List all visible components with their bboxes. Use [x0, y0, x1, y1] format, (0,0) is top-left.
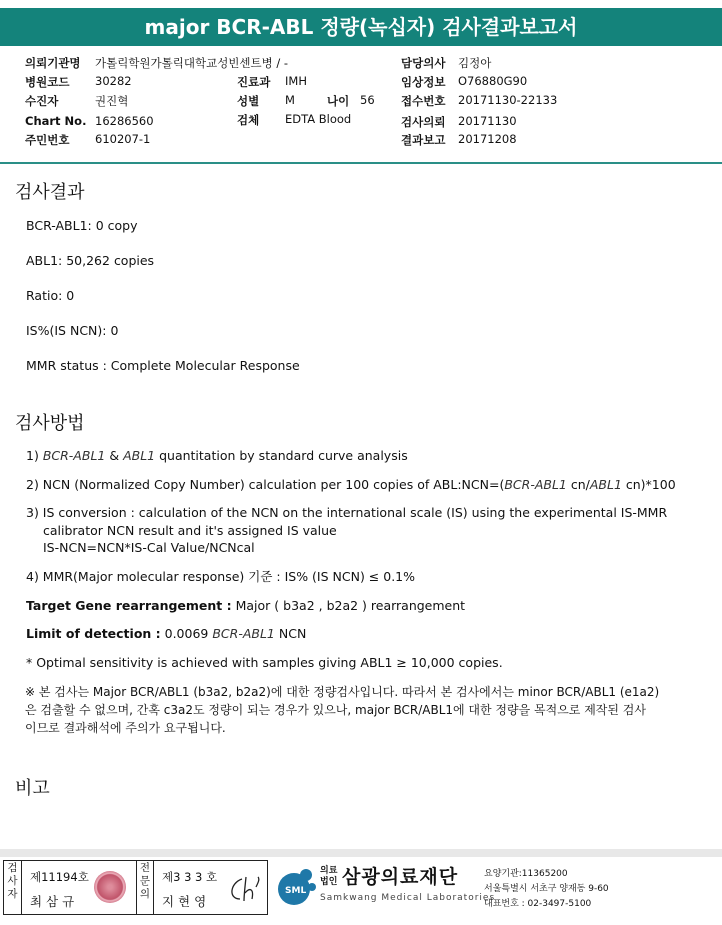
hospital-code-value: 30282: [95, 74, 132, 88]
clinical-value: O76880G90: [458, 74, 528, 88]
sensitivity-note: * Optimal sensitivity is achieved with samples giving ABL1 ≥ 10,000 copies.: [26, 655, 503, 670]
patient-value: 권진혁: [95, 94, 129, 108]
report-label: 결과보고: [401, 133, 446, 147]
age-label: 나이: [327, 94, 350, 108]
method-2-mid: cn/: [566, 477, 590, 492]
remarks-heading: 비고: [15, 778, 50, 799]
limit-unit: NCN: [274, 626, 307, 641]
org-english-name: Samkwang Medical Laboratories: [320, 893, 496, 903]
signature-box: [3, 860, 268, 915]
specialist-label-text: 전문의: [139, 862, 151, 900]
org-type-2: 법인: [320, 877, 338, 887]
note-line-2: 은 검출할 수 없으며, 간혹 c3a2도 정량이 되는 경우가 있으나, major BCR/ABL1에 대한 정량을 목적으로 제작된 검사: [25, 703, 646, 717]
specimen-value: EDTA Blood: [285, 112, 352, 126]
org-institution-code: 요양기관:11365200: [484, 869, 568, 879]
target-gene-label: Target Gene rearrangement :: [26, 598, 232, 613]
chart-label: Chart No.: [25, 114, 87, 128]
report-value: 20171208: [458, 132, 517, 146]
tester-license: 제11194호: [30, 870, 89, 884]
specimen-label: 검체: [237, 113, 260, 127]
specialist-name: 지 현 영: [162, 894, 207, 909]
patient-label: 수진자: [25, 94, 59, 108]
method-heading: 검사방법: [15, 413, 85, 434]
limit-of-detection: [26, 626, 306, 642]
result-is: IS%(IS NCN): 0: [26, 323, 119, 338]
org-address: 서울특별시 서초구 양재동 9-60: [484, 884, 609, 894]
institution-value: 가톨릭학원가톨릭대학교성빈센트병 / -: [95, 56, 289, 70]
tester-seal: [94, 871, 126, 903]
receipt-value: 20171130-22133: [458, 93, 558, 107]
sml-logo-icon: [274, 863, 319, 908]
patient-info-table: [0, 55, 722, 163]
results-heading: 검사결과: [15, 182, 85, 203]
result-bcr-abl: BCR-ABL1: 0 copy: [26, 218, 138, 233]
org-type: [320, 866, 337, 888]
footer: [0, 857, 722, 925]
footer-divider: [0, 849, 722, 857]
note-line-3: 이므로 결과해석에 주의가 요구됩니다.: [25, 721, 226, 735]
gene-bcr-abl1: BCR-ABL1: [212, 626, 275, 641]
method-3-line3: IS-NCN=NCN*IS-Cal Value/NCNcal: [43, 540, 255, 555]
reg-value: 610207-1: [95, 132, 151, 146]
sex-label: 성별: [237, 94, 260, 108]
org-name: 삼광의료재단: [342, 866, 459, 888]
tester-label-text: 검사자: [7, 862, 18, 900]
doctor-value: 김정아: [458, 56, 492, 70]
method-1-amp: &: [105, 448, 124, 463]
gene-abl1: ABL1: [123, 448, 156, 463]
method-1-post: quantitation by standard curve analysis: [155, 448, 408, 463]
method-2-post: cn)*100: [621, 477, 676, 492]
method-4: 4) MMR(Major molecular response) 기준 : IS% (IS NCN) ≤ 0.1%: [26, 569, 415, 584]
info-divider: [0, 162, 722, 164]
clinical-label: 임상정보: [401, 75, 446, 89]
receipt-label: 접수번호: [401, 94, 446, 108]
dept-value: IMH: [285, 74, 307, 88]
target-gene-value: Major ( b3a2 , b2a2 ) rearrangement: [231, 598, 466, 613]
method-2: [26, 477, 676, 493]
reg-label: 주민번호: [25, 133, 70, 147]
chart-value: 16286560: [95, 114, 154, 128]
method-3-line2: calibrator NCN result and it's assigned IS value: [43, 523, 337, 538]
target-gene: [26, 598, 465, 614]
specialist-license: 제3 3 3 호: [162, 870, 218, 884]
limit-label: Limit of detection :: [26, 626, 161, 641]
org-phone: 대표번호 : 02-3497-5100: [484, 899, 592, 909]
request-value: 20171130: [458, 114, 517, 128]
method-1: [26, 448, 408, 464]
result-ratio: Ratio: 0: [26, 288, 75, 303]
sex-value: M: [285, 93, 295, 107]
method-3-line1: 3) IS conversion : calculation of the NCN on the international scale (IS) using the experimental IS-MMR: [26, 505, 668, 520]
org-type-1: 의료: [320, 866, 338, 876]
report-title: major BCR-ABL 정량(녹십자) 검사결과보고서: [0, 8, 722, 46]
dept-label: 진료과: [237, 75, 271, 89]
logo-text: SML: [285, 886, 307, 896]
limit-number: 0.0069: [160, 626, 213, 641]
request-label: 검사의뢰: [401, 115, 446, 129]
gene-abl1: ABL1: [589, 477, 622, 492]
age-value: 56: [360, 93, 375, 107]
tester-name: 최 삼 규: [30, 894, 75, 909]
gene-bcr-abl1: BCR-ABL1: [42, 448, 106, 463]
hospital-code-label: 병원코드: [25, 75, 70, 89]
specialist-label: [136, 861, 154, 914]
method-1-pre: 1): [26, 448, 43, 463]
result-abl: ABL1: 50,262 copies: [26, 253, 155, 268]
method-2-pre: 2) NCN (Normalized Copy Number) calculation per 100 copies of ABL:NCN=(: [26, 477, 505, 492]
tester-label: [4, 861, 22, 914]
doctor-label: 담당의사: [401, 56, 446, 70]
institution-label: 의뢰기관명: [25, 56, 81, 70]
note-line-1: ※ 본 검사는 Major BCR/ABL1 (b3a2, b2a2)에 대한 정량검사입니다. 따라서 본 검사에서는 minor BCR/ABL1 (e1a2): [25, 685, 660, 699]
result-mmr: MMR status : Complete Molecular Response: [26, 358, 300, 373]
gene-bcr-abl1: BCR-ABL1: [504, 477, 567, 492]
specialist-signature: [224, 873, 264, 905]
